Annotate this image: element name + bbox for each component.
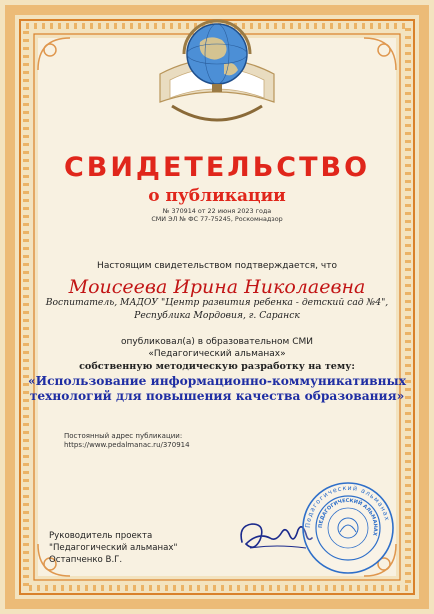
signer-line1: Руководитель проекта: [49, 531, 153, 541]
published-line2: «Педагогический альманах»: [148, 349, 286, 359]
registration-line: № 370914 от 22 июня 2023 года: [162, 207, 272, 215]
topic-line2: технологий для повышения качества образования»: [29, 389, 405, 403]
stamp-outer-text: Педагогический альманах: [303, 483, 392, 529]
signer-name: Остапченко В.Г.: [49, 555, 123, 565]
signer-line2: "Педагогический альманах": [49, 543, 178, 553]
official-stamp: [300, 480, 396, 576]
published-line1: опубликовал(а) в образовательном СМИ: [120, 337, 313, 347]
address-label: Постоянный адрес публикации:: [64, 432, 183, 440]
topic-line1: «Использование информационно-коммуникативных: [27, 374, 406, 388]
certificate-title: СВИДЕТЕЛЬСТВО: [63, 152, 371, 183]
recipient-position-line1: Воспитатель, МАДОУ "Центр развития ребенка - детский сад №4",: [45, 297, 389, 308]
smi-license-line: СМИ ЭЛ № ФС 77-75245, Роскомнадзор: [151, 215, 283, 223]
stamp-inner-text: ПЕДАГОГИЧЕСКИЙ АЛЬМАНАХ: [317, 497, 379, 537]
certificate-subtitle: о публикации: [148, 186, 286, 206]
recipient-position-line2: Республика Мордовия, г. Саранск: [134, 310, 300, 321]
confirm-text: Настоящим свидетельством подтверждается, что: [97, 261, 337, 271]
recipient-name: Моисеева Ирина Николаевна: [68, 276, 366, 298]
address-url: https://www.pedalmanac.ru/370914: [64, 441, 190, 449]
globe-book-emblem: [150, 14, 284, 134]
development-line: собственную методическую разработку на тему:: [79, 361, 355, 372]
